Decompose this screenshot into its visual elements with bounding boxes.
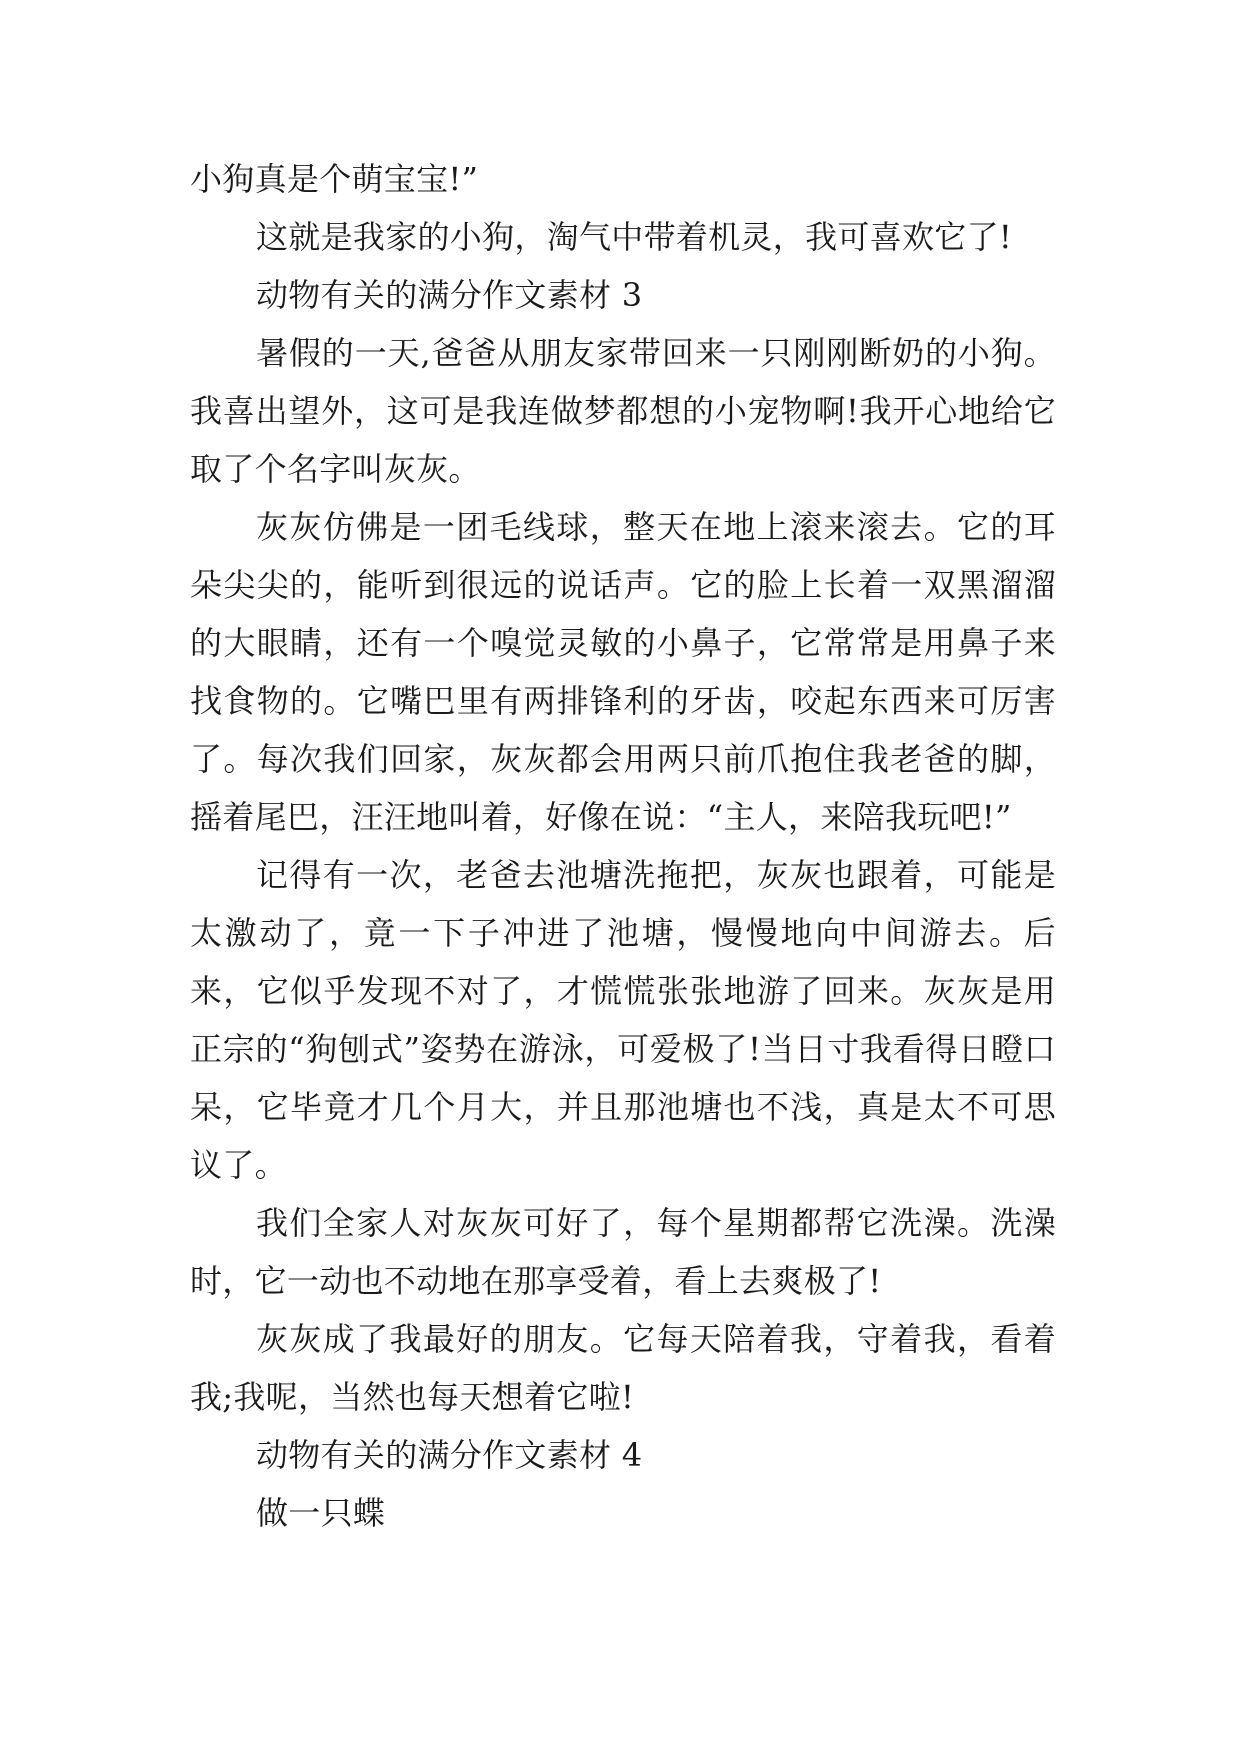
paragraph-7: 我们全家人对灰灰可好了，每个星期都帮它洗澡。洗澡时，它一动也不动地在那享受着，看上去爽极了! (190, 1204, 1056, 1300)
paragraph-5: 灰灰仿佛是一团毛线球，整天在地上滚来滚去。它的耳朵尖尖的，能听到很远的说话声。它的脸上长着一双黑溜溜的大眼睛，还有一个嗅觉灵敏的小鼻子，它常常是用鼻子来找食物的。它嘴巴里有两排锋利的牙齿，咬起东西来可厉害了。每次我们回家，灰灰都会用两只前爪抱住我老爸的脚，摇着尾巴，汪汪地叫着，好像在说：“主人，来陪我玩吧!” (190, 508, 1056, 836)
paragraph-2: 这就是我家的小狗，淘气中带着机灵，我可喜欢它了! (256, 218, 1013, 256)
section-heading-3: 动物有关的满分作文素材 3 (256, 276, 643, 314)
paragraph-4: 暑假的一天,爸爸从朋友家带回来一只刚刚断奶的小狗。我喜出望外，这可是我连做梦都想的小宠物啊!我开心地给它取了个名字叫灰灰。 (190, 334, 1056, 488)
paragraph-6: 记得有一次，老爸去池塘洗拖把，灰灰也跟着，可能是太激动了，竟一下子冲进了池塘，慢慢地向中间游去。后来，它似乎发现不对了，才慌慌张张地游了回来。灰灰是用正宗的“狗刨式”姿势在游泳，可爱极了!当日寸我看得日瞪口呆，它毕竟才几个月大，并且那池塘也不浅，真是太不可思议了。 (190, 856, 1056, 1184)
document-page (190, 150, 1056, 1542)
essay-title: 做一只蝶 (256, 1494, 386, 1532)
paragraph-8: 灰灰成了我最好的朋友。它每天陪着我，守着我，看着我;我呢，当然也每天想着它啦! (190, 1320, 1056, 1416)
section-heading-4: 动物有关的满分作文素材 4 (256, 1436, 643, 1474)
paragraph-1: 小狗真是个萌宝宝!” (190, 160, 479, 198)
